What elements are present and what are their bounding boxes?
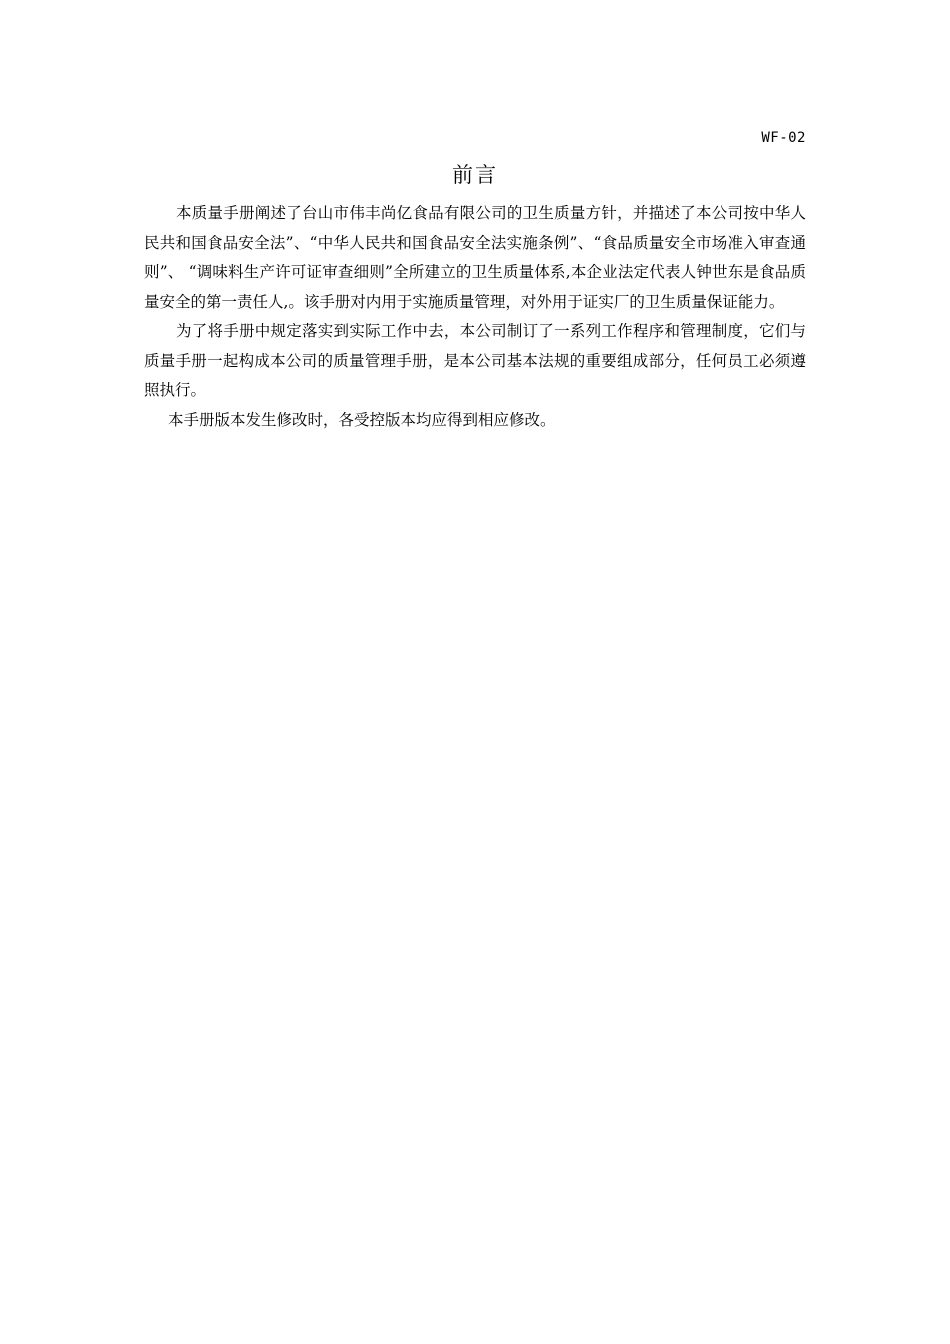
- page-title: 前言: [452, 163, 498, 187]
- document-code: WF-02: [761, 130, 806, 146]
- paragraph-revision: 本手册版本发生修改时，各受控版本均应得到相应修改。: [168, 410, 556, 429]
- paragraph-intro: 本质量手册阐述了台山市伟丰尚亿食品有限公司的卫生质量方针，并描述了本公司按中华人民共和国食品安全法”、“中华人民共和国食品安全法实施条例”、“食品质量安全市场准入审查通则”、 “调味料生产许可证审查细则”全所建立的卫生质量体系,本企业法定代表人钟世东是食品质量安全的第一责任人,。该手册对内用于实施质量管理，对外用于证实厂的卫生质量保证能力。: [144, 204, 806, 311]
- paragraph-procedures: 为了将手册中规定落实到实际工作中去，本公司制订了一系列工作程序和管理制度，它们与质量手册一起构成本公司的质量管理手册，是本公司基本法规的重要组成部分，任何员工必须遵照执行。: [144, 322, 806, 399]
- document-body: [144, 199, 806, 435]
